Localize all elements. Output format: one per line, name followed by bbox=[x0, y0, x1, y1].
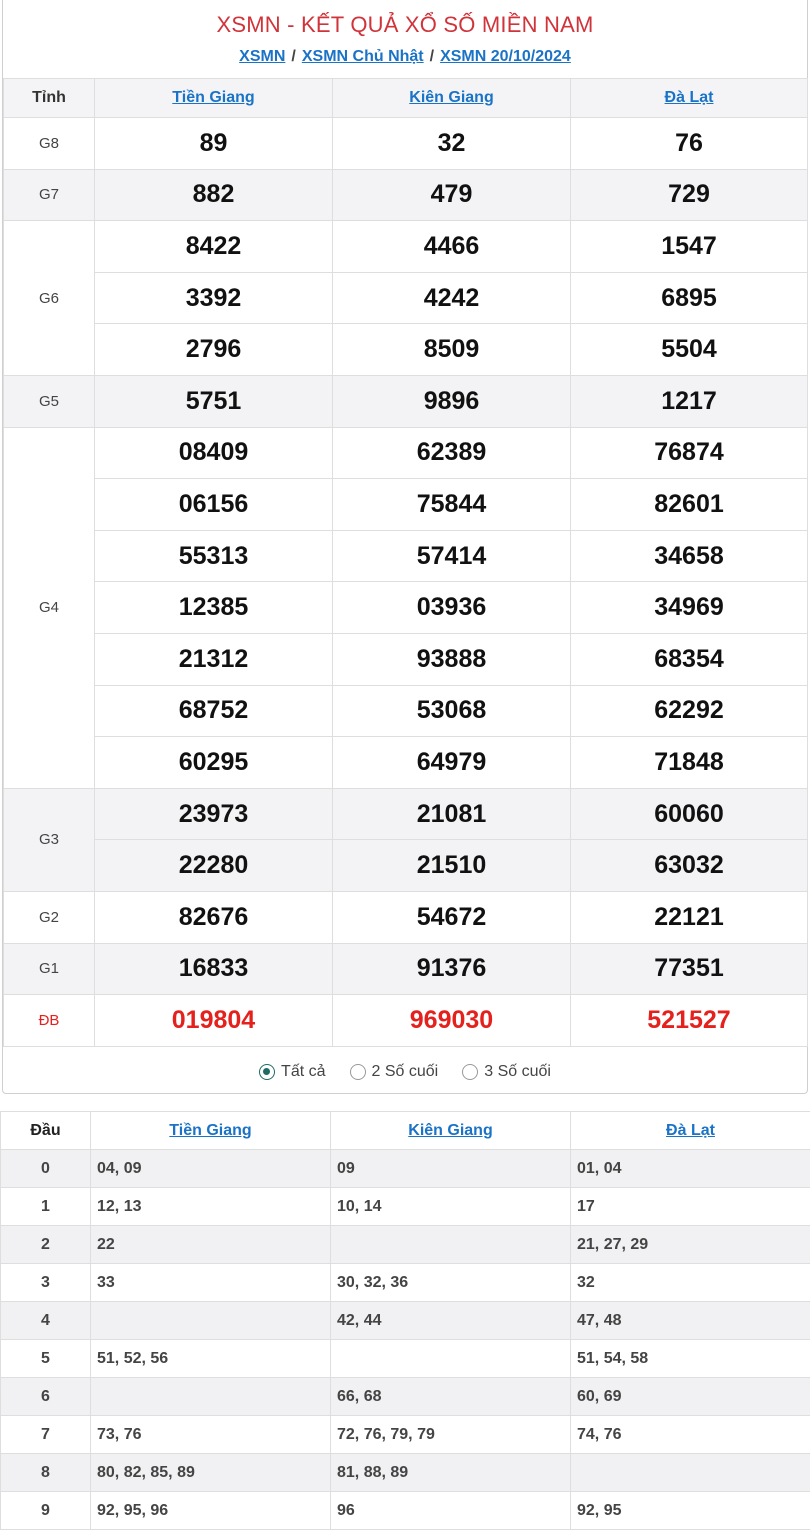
special-prize-number: 969030 bbox=[333, 995, 571, 1047]
special-prize-number: 019804 bbox=[95, 995, 333, 1047]
loto-head-label: Đầu bbox=[1, 1112, 91, 1150]
prize-number: 08409 bbox=[95, 427, 333, 479]
prize-row bbox=[4, 737, 808, 789]
loto-values: 10, 14 bbox=[331, 1188, 571, 1226]
loto-row bbox=[1, 1416, 810, 1454]
prize-number: 22121 bbox=[571, 891, 808, 943]
prize-number: 55313 bbox=[95, 530, 333, 582]
prize-number: 34658 bbox=[571, 530, 808, 582]
loto-province-header bbox=[571, 1112, 810, 1150]
loto-values: 81, 88, 89 bbox=[331, 1454, 571, 1492]
prize-number: 4466 bbox=[333, 221, 571, 273]
prize-label: G1 bbox=[4, 943, 95, 995]
prize-number: 21312 bbox=[95, 633, 333, 685]
breadcrumb bbox=[3, 48, 807, 78]
prize-row bbox=[4, 582, 808, 634]
prize-number: 71848 bbox=[571, 737, 808, 789]
prize-number: 22280 bbox=[95, 840, 333, 892]
filter-option[interactable] bbox=[462, 1063, 551, 1081]
loto-values bbox=[91, 1378, 331, 1416]
loto-head-digit: 3 bbox=[1, 1264, 91, 1302]
loto-values: 33 bbox=[91, 1264, 331, 1302]
prize-row bbox=[4, 272, 808, 324]
loto-values: 42, 44 bbox=[331, 1302, 571, 1340]
prize-row bbox=[4, 169, 808, 221]
prize-number: 77351 bbox=[571, 943, 808, 995]
prize-label: G2 bbox=[4, 891, 95, 943]
prize-number: 64979 bbox=[333, 737, 571, 789]
loto-values bbox=[91, 1302, 331, 1340]
loto-head-digit: 1 bbox=[1, 1188, 91, 1226]
prize-number: 82601 bbox=[571, 479, 808, 531]
filter-label: 3 Số cuối bbox=[484, 1062, 551, 1080]
digit-filter bbox=[3, 1047, 807, 1097]
prize-number: 91376 bbox=[333, 943, 571, 995]
province-header bbox=[95, 79, 333, 118]
loto-values: 09 bbox=[331, 1150, 571, 1188]
prize-number: 89 bbox=[95, 118, 333, 170]
province-link[interactable]: Kiên Giang bbox=[409, 89, 494, 106]
prize-row bbox=[4, 324, 808, 376]
prize-number: 2796 bbox=[95, 324, 333, 376]
loto-values: 17 bbox=[571, 1188, 810, 1226]
prize-row bbox=[4, 840, 808, 892]
radio-button[interactable] bbox=[259, 1064, 275, 1080]
prize-row bbox=[4, 479, 808, 531]
prize-row bbox=[4, 995, 808, 1047]
prize-number: 62389 bbox=[333, 427, 571, 479]
loto-values: 92, 95 bbox=[571, 1492, 810, 1530]
loto-head-digit: 9 bbox=[1, 1492, 91, 1530]
loto-row bbox=[1, 1340, 810, 1378]
loto-values: 73, 76 bbox=[91, 1416, 331, 1454]
radio-button[interactable] bbox=[350, 1064, 366, 1080]
prize-number: 1217 bbox=[571, 375, 808, 427]
prize-row bbox=[4, 788, 808, 840]
loto-head-digit: 7 bbox=[1, 1416, 91, 1454]
breadcrumb-sunday[interactable]: XSMN Chủ Nhật bbox=[301, 48, 424, 65]
prize-number: 03936 bbox=[333, 582, 571, 634]
loto-row bbox=[1, 1226, 810, 1264]
loto-values: 80, 82, 85, 89 bbox=[91, 1454, 331, 1492]
loto-province-link[interactable]: Kiên Giang bbox=[408, 1121, 493, 1139]
loto-values: 60, 69 bbox=[571, 1378, 810, 1416]
prize-number: 12385 bbox=[95, 582, 333, 634]
prize-number: 53068 bbox=[333, 685, 571, 737]
prize-number: 76874 bbox=[571, 427, 808, 479]
prize-number: 60060 bbox=[571, 788, 808, 840]
prize-number: 8509 bbox=[333, 324, 571, 376]
loto-province-link[interactable]: Tiền Giang bbox=[169, 1121, 252, 1139]
prize-number: 6895 bbox=[571, 272, 808, 324]
loto-values: 30, 32, 36 bbox=[331, 1264, 571, 1302]
prize-number: 32 bbox=[333, 118, 571, 170]
loto-province-header bbox=[91, 1112, 331, 1150]
province-header bbox=[333, 79, 571, 118]
prize-number: 1547 bbox=[571, 221, 808, 273]
filter-option[interactable] bbox=[350, 1063, 439, 1081]
province-link[interactable]: Tiền Giang bbox=[172, 89, 255, 106]
prize-number: 60295 bbox=[95, 737, 333, 789]
page-title: XSMN - KẾT QUẢ XỔ SỐ MIỀN NAM bbox=[216, 12, 594, 37]
prize-row bbox=[4, 685, 808, 737]
breadcrumb-date[interactable]: XSMN 20/10/2024 bbox=[440, 48, 571, 65]
prize-label: G7 bbox=[4, 169, 95, 221]
prize-row bbox=[4, 633, 808, 685]
loto-values bbox=[331, 1226, 571, 1264]
loto-head-digit: 2 bbox=[1, 1226, 91, 1264]
radio-button[interactable] bbox=[462, 1064, 478, 1080]
prize-number: 68752 bbox=[95, 685, 333, 737]
loto-province-header bbox=[331, 1112, 571, 1150]
loto-values bbox=[571, 1454, 810, 1492]
loto-values: 72, 76, 79, 79 bbox=[331, 1416, 571, 1454]
prize-number: 9896 bbox=[333, 375, 571, 427]
prize-number: 63032 bbox=[571, 840, 808, 892]
results-table bbox=[3, 78, 808, 1047]
loto-head-digit: 4 bbox=[1, 1302, 91, 1340]
prize-label: G3 bbox=[4, 788, 95, 891]
prize-number: 34969 bbox=[571, 582, 808, 634]
prize-label: G6 bbox=[4, 221, 95, 376]
loto-head-digit: 5 bbox=[1, 1340, 91, 1378]
prize-number: 5751 bbox=[95, 375, 333, 427]
prize-number: 21081 bbox=[333, 788, 571, 840]
prize-label: G8 bbox=[4, 118, 95, 170]
breadcrumb-separator: / bbox=[429, 48, 435, 65]
prize-number: 76 bbox=[571, 118, 808, 170]
prize-row bbox=[4, 375, 808, 427]
prize-number: 21510 bbox=[333, 840, 571, 892]
loto-values: 21, 27, 29 bbox=[571, 1226, 810, 1264]
prize-number: 68354 bbox=[571, 633, 808, 685]
province-header bbox=[571, 79, 808, 118]
loto-row bbox=[1, 1302, 810, 1340]
prize-row bbox=[4, 118, 808, 170]
loto-values: 12, 13 bbox=[91, 1188, 331, 1226]
loto-values: 04, 09 bbox=[91, 1150, 331, 1188]
prize-number: 93888 bbox=[333, 633, 571, 685]
loto-head-digit: 0 bbox=[1, 1150, 91, 1188]
prize-row bbox=[4, 891, 808, 943]
prize-number: 54672 bbox=[333, 891, 571, 943]
prize-number: 729 bbox=[571, 169, 808, 221]
loto-table bbox=[0, 1111, 810, 1530]
province-link[interactable]: Đà Lạt bbox=[664, 89, 714, 106]
loto-row bbox=[1, 1150, 810, 1188]
loto-values: 51, 52, 56 bbox=[91, 1340, 331, 1378]
prize-number: 4242 bbox=[333, 272, 571, 324]
filter-label: 2 Số cuối bbox=[371, 1062, 439, 1080]
filter-option[interactable] bbox=[259, 1063, 325, 1081]
loto-values bbox=[331, 1340, 571, 1378]
province-header-label: Tỉnh bbox=[4, 79, 95, 118]
loto-values: 96 bbox=[331, 1492, 571, 1530]
results-card bbox=[2, 0, 808, 1094]
prize-row bbox=[4, 221, 808, 273]
loto-values: 74, 76 bbox=[571, 1416, 810, 1454]
prize-number: 23973 bbox=[95, 788, 333, 840]
loto-values: 01, 04 bbox=[571, 1150, 810, 1188]
prize-number: 57414 bbox=[333, 530, 571, 582]
prize-number: 882 bbox=[95, 169, 333, 221]
loto-values: 22 bbox=[91, 1226, 331, 1264]
filter-label: Tất cả bbox=[281, 1062, 326, 1080]
prize-label: G5 bbox=[4, 375, 95, 427]
loto-row bbox=[1, 1264, 810, 1302]
prize-label: G4 bbox=[4, 427, 95, 788]
breadcrumb-xsmn[interactable]: XSMN bbox=[239, 48, 286, 65]
loto-row bbox=[1, 1378, 810, 1416]
prize-row bbox=[4, 427, 808, 479]
loto-province-link[interactable]: Đà Lạt bbox=[666, 1121, 715, 1139]
breadcrumb-separator: / bbox=[291, 48, 296, 65]
loto-row bbox=[1, 1454, 810, 1492]
prize-number: 62292 bbox=[571, 685, 808, 737]
prize-number: 3392 bbox=[95, 272, 333, 324]
prize-number: 82676 bbox=[95, 891, 333, 943]
special-prize-number: 521527 bbox=[571, 995, 808, 1047]
prize-row bbox=[4, 530, 808, 582]
loto-row bbox=[1, 1492, 810, 1530]
loto-values: 66, 68 bbox=[331, 1378, 571, 1416]
loto-values: 51, 54, 58 bbox=[571, 1340, 810, 1378]
prize-number: 5504 bbox=[571, 324, 808, 376]
loto-head-digit: 6 bbox=[1, 1378, 91, 1416]
prize-row bbox=[4, 943, 808, 995]
prize-number: 75844 bbox=[333, 479, 571, 531]
prize-number: 8422 bbox=[95, 221, 333, 273]
loto-row bbox=[1, 1188, 810, 1226]
prize-label: ĐB bbox=[4, 995, 95, 1047]
loto-values: 92, 95, 96 bbox=[91, 1492, 331, 1530]
loto-values: 32 bbox=[571, 1264, 810, 1302]
loto-values: 47, 48 bbox=[571, 1302, 810, 1340]
prize-number: 479 bbox=[333, 169, 571, 221]
prize-number: 06156 bbox=[95, 479, 333, 531]
loto-head-digit: 8 bbox=[1, 1454, 91, 1492]
prize-number: 16833 bbox=[95, 943, 333, 995]
